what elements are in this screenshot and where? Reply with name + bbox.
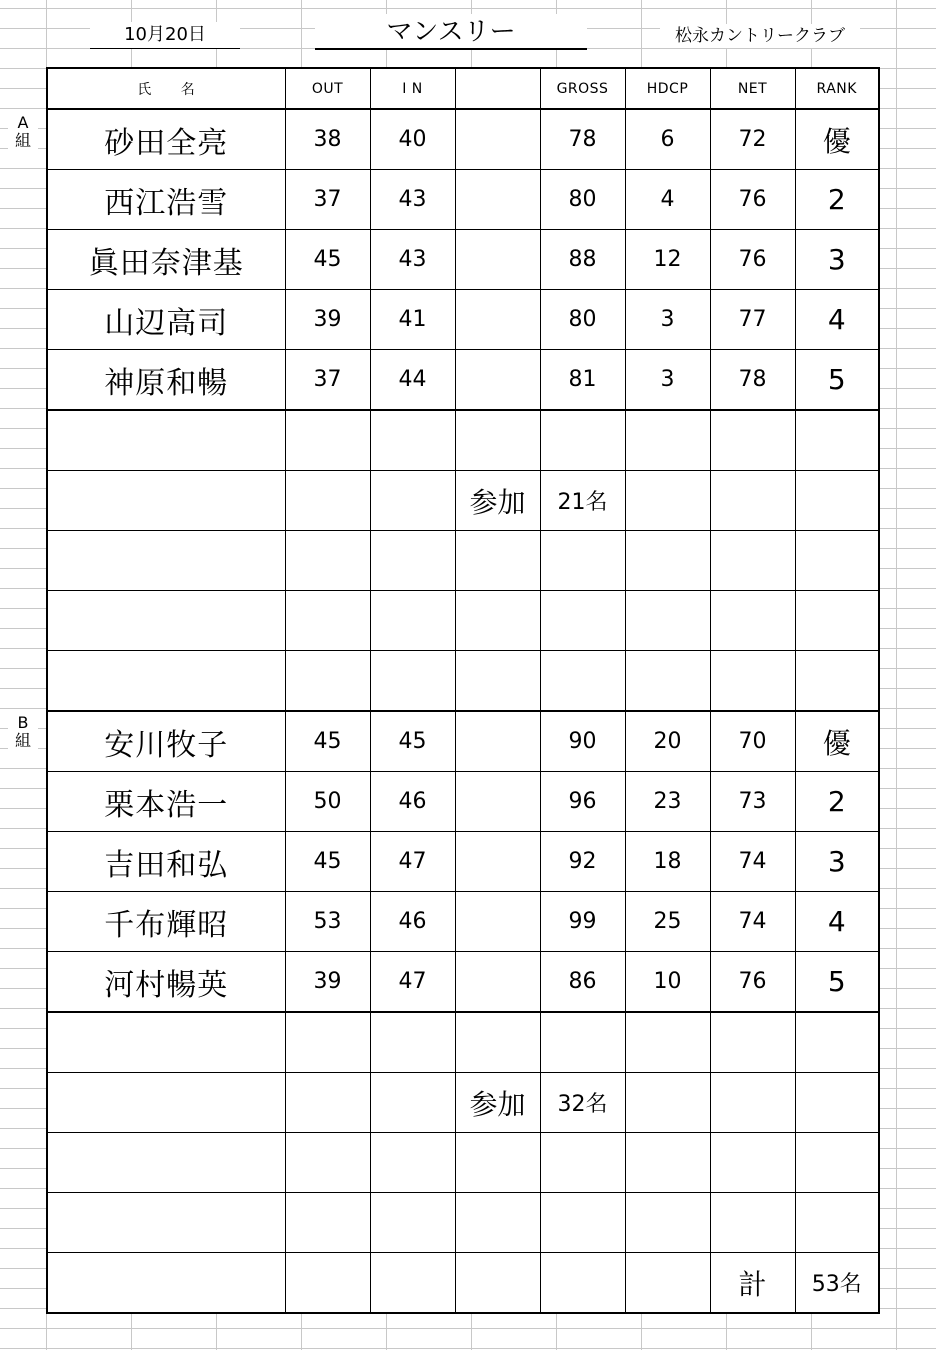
empty-cell (370, 471, 455, 531)
net-score: 76 (710, 230, 795, 290)
empty-row (47, 591, 879, 651)
table-row (47, 109, 879, 170)
gross-score: 96 (540, 772, 625, 832)
in-score: 44 (370, 350, 455, 411)
group-a-label (8, 114, 38, 150)
empty-cell (455, 591, 540, 651)
empty-cell (795, 531, 879, 591)
empty-cell (795, 1012, 879, 1073)
gross-score: 90 (540, 711, 625, 772)
empty-cell (285, 1133, 370, 1193)
table-row (47, 772, 879, 832)
empty-cell (370, 1073, 455, 1133)
empty-cell (370, 1012, 455, 1073)
player-name: 眞田奈津基 (47, 230, 285, 290)
hdcp-value: 6 (625, 109, 710, 170)
empty-cell (540, 1133, 625, 1193)
total-count: 53名 (795, 1253, 879, 1314)
empty-cell (455, 1253, 540, 1314)
empty-cell (455, 1133, 540, 1193)
hdcp-value: 25 (625, 892, 710, 952)
hdcp-value: 12 (625, 230, 710, 290)
blank-cell (455, 350, 540, 411)
player-name: 河村暢英 (47, 952, 285, 1013)
participants-count: 32名 (540, 1073, 625, 1133)
player-name: 神原和暢 (47, 350, 285, 411)
table-row (47, 832, 879, 892)
empty-cell (540, 1253, 625, 1314)
hdcp-value: 3 (625, 350, 710, 411)
table-row (47, 711, 879, 772)
blank-cell (455, 290, 540, 350)
col-header-net: NET (710, 68, 795, 109)
rank-value: 優 (795, 711, 879, 772)
empty-row (47, 1193, 879, 1253)
table-row (47, 952, 879, 1013)
empty-cell (625, 1012, 710, 1073)
empty-cell (47, 591, 285, 651)
empty-row (47, 410, 879, 471)
in-score: 43 (370, 230, 455, 290)
empty-cell (540, 1193, 625, 1253)
empty-cell (285, 531, 370, 591)
rank-value: 2 (795, 772, 879, 832)
empty-row (47, 531, 879, 591)
blank-cell (455, 772, 540, 832)
empty-cell (710, 531, 795, 591)
group-a-suffix: 組 (14, 131, 31, 150)
out-score: 39 (285, 290, 370, 350)
net-score: 76 (710, 170, 795, 230)
rank-value: 5 (795, 952, 879, 1013)
blank-cell (455, 230, 540, 290)
participants-row-a (47, 471, 879, 531)
gross-score: 99 (540, 892, 625, 952)
rank-value: 3 (795, 832, 879, 892)
empty-row (47, 1133, 879, 1193)
out-score: 37 (285, 350, 370, 411)
empty-cell (710, 1193, 795, 1253)
gross-score: 80 (540, 290, 625, 350)
blank-cell (455, 170, 540, 230)
in-score: 47 (370, 832, 455, 892)
empty-cell (625, 531, 710, 591)
empty-cell (285, 651, 370, 712)
participants-row-b (47, 1073, 879, 1133)
empty-cell (540, 410, 625, 471)
player-name: 安川牧子 (47, 711, 285, 772)
empty-cell (795, 471, 879, 531)
gross-score: 88 (540, 230, 625, 290)
empty-cell (540, 531, 625, 591)
empty-cell (710, 1073, 795, 1133)
empty-cell (285, 471, 370, 531)
col-header-name: 氏 名 (47, 68, 285, 109)
rank-value: 3 (795, 230, 879, 290)
empty-cell (370, 651, 455, 712)
net-score: 70 (710, 711, 795, 772)
empty-cell (625, 410, 710, 471)
net-score: 72 (710, 109, 795, 170)
hdcp-value: 20 (625, 711, 710, 772)
out-score: 39 (285, 952, 370, 1013)
in-score: 40 (370, 109, 455, 170)
empty-cell (370, 531, 455, 591)
player-name: 千布輝昭 (47, 892, 285, 952)
hdcp-value: 18 (625, 832, 710, 892)
empty-cell (455, 410, 540, 471)
empty-cell (540, 591, 625, 651)
empty-cell (370, 591, 455, 651)
col-header-gross: GROSS (540, 68, 625, 109)
rank-value: 2 (795, 170, 879, 230)
empty-cell (795, 1073, 879, 1133)
player-name: 西江浩雪 (47, 170, 285, 230)
participants-label: 参加 (455, 1073, 540, 1133)
empty-cell (625, 1253, 710, 1314)
empty-cell (625, 471, 710, 531)
net-score: 76 (710, 952, 795, 1013)
player-name: 栗本浩一 (47, 772, 285, 832)
player-name: 山辺高司 (47, 290, 285, 350)
empty-cell (795, 410, 879, 471)
empty-cell (47, 471, 285, 531)
table-row (47, 892, 879, 952)
empty-cell (455, 1012, 540, 1073)
total-row (47, 1253, 879, 1314)
empty-cell (47, 651, 285, 712)
empty-cell (370, 1133, 455, 1193)
out-score: 45 (285, 711, 370, 772)
empty-cell (285, 591, 370, 651)
empty-cell (47, 1133, 285, 1193)
empty-cell (47, 1073, 285, 1133)
empty-cell (47, 531, 285, 591)
col-header-rank: RANK (795, 68, 879, 109)
table-row (47, 230, 879, 290)
empty-cell (370, 1193, 455, 1253)
participants-label: 参加 (455, 471, 540, 531)
gross-score: 81 (540, 350, 625, 411)
score-table (46, 67, 880, 1314)
in-score: 45 (370, 711, 455, 772)
empty-cell (710, 1133, 795, 1193)
player-name: 砂田全亮 (47, 109, 285, 170)
blank-cell (455, 832, 540, 892)
empty-cell (455, 531, 540, 591)
net-score: 77 (710, 290, 795, 350)
blank-cell (455, 109, 540, 170)
empty-cell (710, 591, 795, 651)
empty-cell (47, 1012, 285, 1073)
blank-cell (455, 892, 540, 952)
empty-cell (795, 1193, 879, 1253)
empty-cell (710, 410, 795, 471)
table-row (47, 350, 879, 411)
empty-cell (710, 471, 795, 531)
participants-count: 21名 (540, 471, 625, 531)
empty-cell (285, 1012, 370, 1073)
rank-value: 5 (795, 350, 879, 411)
gross-score: 78 (540, 109, 625, 170)
net-score: 73 (710, 772, 795, 832)
group-b-label (8, 714, 38, 750)
club-name: 松永カントリークラブ (660, 24, 860, 48)
empty-cell (710, 1012, 795, 1073)
empty-cell (47, 410, 285, 471)
col-header-blank (455, 68, 540, 109)
empty-cell (795, 651, 879, 712)
empty-cell (625, 1133, 710, 1193)
col-header-in: I N (370, 68, 455, 109)
empty-cell (47, 1253, 285, 1314)
report-title: マンスリー (315, 14, 587, 50)
empty-cell (370, 410, 455, 471)
out-score: 38 (285, 109, 370, 170)
out-score: 37 (285, 170, 370, 230)
player-name: 吉田和弘 (47, 832, 285, 892)
in-score: 46 (370, 892, 455, 952)
empty-cell (285, 410, 370, 471)
rank-value: 4 (795, 290, 879, 350)
empty-cell (795, 591, 879, 651)
empty-cell (285, 1073, 370, 1133)
hdcp-value: 3 (625, 290, 710, 350)
out-score: 50 (285, 772, 370, 832)
net-score: 74 (710, 832, 795, 892)
empty-cell (370, 1253, 455, 1314)
blank-cell (455, 711, 540, 772)
empty-cell (710, 651, 795, 712)
gross-score: 80 (540, 170, 625, 230)
blank-cell (455, 952, 540, 1013)
group-a-letter: A (17, 113, 29, 132)
group-b-suffix: 組 (14, 731, 31, 750)
table-row (47, 170, 879, 230)
group-b-letter: B (17, 713, 29, 732)
gross-score: 92 (540, 832, 625, 892)
hdcp-value: 4 (625, 170, 710, 230)
empty-cell (795, 1133, 879, 1193)
empty-cell (47, 1193, 285, 1253)
total-label: 計 (710, 1253, 795, 1314)
empty-cell (285, 1193, 370, 1253)
col-header-out: OUT (285, 68, 370, 109)
report-date: 10月20日 (90, 22, 240, 49)
rank-value: 4 (795, 892, 879, 952)
empty-row (47, 651, 879, 712)
empty-cell (455, 1193, 540, 1253)
out-score: 53 (285, 892, 370, 952)
empty-row (47, 1012, 879, 1073)
out-score: 45 (285, 230, 370, 290)
empty-cell (540, 1012, 625, 1073)
in-score: 46 (370, 772, 455, 832)
table-header-row (47, 68, 879, 109)
out-score: 45 (285, 832, 370, 892)
empty-cell (455, 651, 540, 712)
rank-value: 優 (795, 109, 879, 170)
empty-cell (625, 1193, 710, 1253)
empty-cell (540, 651, 625, 712)
gross-score: 86 (540, 952, 625, 1013)
in-score: 43 (370, 170, 455, 230)
net-score: 78 (710, 350, 795, 411)
table-row (47, 290, 879, 350)
hdcp-value: 10 (625, 952, 710, 1013)
empty-cell (285, 1253, 370, 1314)
empty-cell (625, 591, 710, 651)
net-score: 74 (710, 892, 795, 952)
hdcp-value: 23 (625, 772, 710, 832)
in-score: 47 (370, 952, 455, 1013)
empty-cell (625, 651, 710, 712)
empty-cell (625, 1073, 710, 1133)
col-header-hdcp: HDCP (625, 68, 710, 109)
in-score: 41 (370, 290, 455, 350)
